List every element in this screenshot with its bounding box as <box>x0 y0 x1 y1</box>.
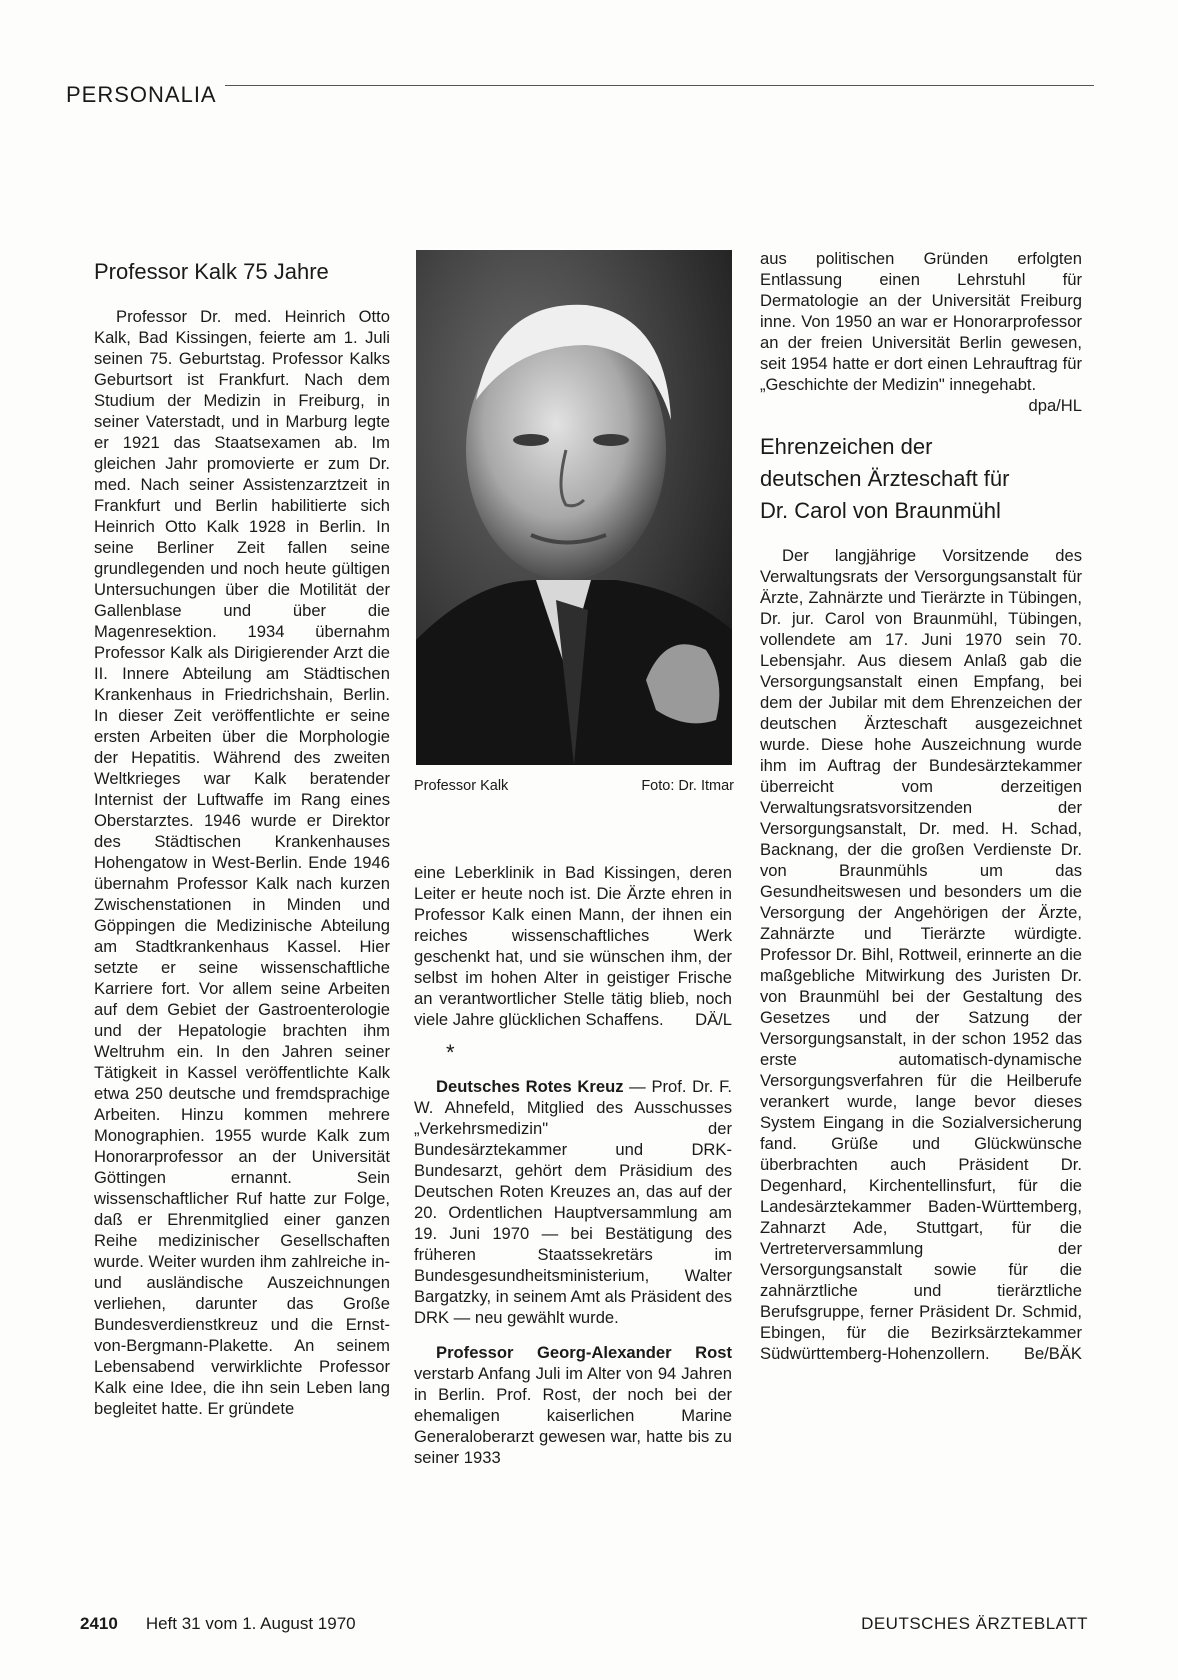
article-braunmuehl-body <box>760 545 1082 1364</box>
article-braunmuehl-title-line1: Ehrenzeichen der <box>760 434 933 459</box>
notice-drk-heading: Deutsches Rotes Kreuz <box>436 1077 624 1096</box>
portrait-illustration <box>416 250 732 765</box>
journal-name: DEUTSCHES ÄRZTEBLATT <box>861 1614 1088 1633</box>
page-number: 2410 <box>80 1614 118 1633</box>
article-braunmuehl-title-line2: deutschen Ärzteschaft für <box>760 466 1010 491</box>
notice-rost-body-part1: verstarb Anfang Juli im Alter von 94 Jahren in Berlin. Prof. Rost, der noch bei der ehemaligen kaiserlichen Marine Generaloberarzt gewesen war, hatte bis zu seiner 1933 <box>414 1364 732 1467</box>
notice-rost-signature: dpa/HL <box>1028 396 1082 415</box>
photo-caption <box>414 778 734 794</box>
article-kalk-body-part1: Professor Dr. med. Heinrich Otto Kalk, Bad Kissingen, feierte am 1. Juli seinen 75. Geburtstag. Professor Kalks Geburtsort ist Frankfurt. Nach dem Studium der Medizin in Freiburg, in seiner Vaterstadt, und in Marburg legte er 1921 das Staatsexamen ab. Im gleichen Jahr promovierte er zum Dr. med. Nach seiner Assistenzarztzeit in Frankfurt und Berlin habilitierte sich Heinrich Otto Kalk 1928 in Berlin. In seine Berliner Zeit fallen seine grundlegenden und noch heute gültigen Untersuchungen über die Motilität der Gallenblase und über die Magenresektion. 1934 übernahm Professor Kalk als Dirigierender Arzt die II. Innere Abteilung am Städtischen Krankenhaus in Friedrichshain, Berlin. In dieser Zeit veröffentlichte er seine ersten Arbeiten über die Morphologie der Hepatitis. Während des zweiten Weltkrieges war Kalk beratender Internist der Luftwaffe im Rang eines Oberstarztes. 1946 wurde er Direktor des Städtischen Krankenhauses Hohengatow in West-Berlin. Ende 1946 übernahm Professor Kalk nach kurzen Zwischenstationen in Minden und Göppingen die Medizinische Abteilung am Stadtkrankenhaus Kassel. Hier setzte er seine wissenschaftliche Karriere fort. Vor allem seine Arbeiten auf dem Gebiet der Gastroenterologie und der Hepatologie brachten ihm Weltruhm ein. In den Jahren seiner Tätigkeit in Kassel veröffentlichte Kalk etwa 250 deutsche und fremdsprachige Arbeiten. Hinzu kommen mehrere Monographien. 1955 wurde Kalk zum Honorarprofessor an der Universität Göttingen ernannt. Sein wissenschaftlicher Ruf hatte zur Folge, daß er Ehrenmitglied einer ganzen Reihe medizinischer Gesellschaften wurde. Weiter wurden ihm zahlreiche in- und ausländische Auszeichnungen verliehen, darunter das Große Bundesverdienstkreuz und die Ernst-von-Bergmann-Plakette. An seinem Lebensabend verwirklichte Professor Kalk eine Idee, die ihn sein Leben lang begleitet hatte. Er gründete <box>94 307 390 1418</box>
column-1 <box>94 256 390 1419</box>
notice-rost-heading: Professor Georg-Alexander Rost <box>436 1343 732 1362</box>
article-braunmuehl-body-text: Der langjährige Vorsitzende des Verwaltungsrats der Versorgungsanstalt für Ärzte, Zahnärzte und Tierärzte in Tübingen, Dr. jur. Carol von Braunmühl, Tübingen, vollendete am 17. Juni 1970 sein 70. Lebensjahr. Aus diesem Anlaß gab die Versorgungsanstalt einen Empfang, bei dem der Jubilar mit dem Ehrenzeichen der deutschen Ärzteschaft ausgezeichnet wurde. Diese hohe Auszeichnung wurde ihm im Auftrag der Bundesärztekammer überreicht vom derzeitigen Verwaltungsratsvorsitzenden der Versorgungsanstalt, Dr. med. H. Schad, Backnang, der die großen Verdienste Dr. von Braunmühls um das Gesundheitswesen und besonders um die Versorgung der Angehörigen der Ärzte, Zahnärzte und Tierärzte würdigte. Professor Dr. Bihl, Rottweil, erinnerte an die maßgebliche Mitwirkung des Juristen Dr. von Braunmühl bei der Gestaltung des Gesetzes und der Satzung der Versorgungsanstalt, in der schon 1952 das erste automatisch-dynamische Versorgungsverfahren für die Heilberufe verankert wurde, lange bevor dieses System Eingang in die Sozialversicherung fand. Grüße und Glückwünsche überbrachten auch Präsident Dr. Degenhard, Kirchentellinsfurt, für die Landesärztekammer Baden-Württemberg, Zahnarzt Ade, Stuttgart, für die Vertreterversammlung der Versorgungsanstalt sowie für die zahnärztliche und tierärztliche Berufsgruppe, ferner Präsident Dr. Schmid, Ebingen, für die Bezirksärztekammer Südwürttemberg-Hohenzollern. <box>760 546 1082 1363</box>
portrait-photo <box>416 250 732 765</box>
notice-rost <box>414 1342 732 1468</box>
issue-info: Heft 31 vom 1. August 1970 <box>145 1614 356 1633</box>
article-kalk-signature: DÄ/L <box>695 1010 732 1029</box>
notice-rost-continued <box>760 248 1082 415</box>
column-2 <box>414 862 732 1468</box>
separator-asterisk: * <box>446 1040 455 1065</box>
article-kalk-body-part2-text: eine Leberklinik in Bad Kissingen, deren Leiter er heute noch ist. Die Ärzte ehren in Professor Kalk einen Mann, der ihnen ein reiches wissenschaftliches Werk geschenkt hat, und sie wünschen ihm, der selbst im hohen Alter in geistiger Frische an verantwortlicher Stelle tätig blieb, noch viele Jahre glücklichen Schaffens. <box>414 863 732 1029</box>
header-rule <box>225 85 1094 86</box>
section-label: PERSONALIA <box>66 82 217 107</box>
photo-caption-name: Professor Kalk <box>414 778 509 794</box>
photo-credit: Foto: Dr. Itmar <box>641 778 734 794</box>
notice-rost-body-part2: aus politischen Gründen erfolgten Entlassung einen Lehrstuhl für Dermatologie an der Universität Freiburg inne. Von 1950 an war er Honorarprofessor an der freien Universität Berlin gewesen, seit 1954 hatte er dort einen Lehrauftrag für „Geschichte der Medizin" innegehabt. <box>760 249 1082 394</box>
article-braunmuehl-title-line3: Dr. Carol von Braunmühl <box>760 498 1001 523</box>
article-kalk-title: Professor Kalk 75 Jahre <box>94 259 329 284</box>
section-header <box>66 84 1094 106</box>
article-braunmuehl-signature: Be/BÄK <box>1023 1344 1082 1363</box>
article-kalk-body-part2 <box>414 862 732 1030</box>
article-braunmuehl-title <box>760 431 1082 527</box>
page-footer <box>80 1614 1088 1634</box>
column-3 <box>760 248 1082 1364</box>
notice-drk-body: — Prof. Dr. F. W. Ahnefeld, Mitglied des Ausschusses „Verkehrsmedizin" der Bundesärztekammer und DRK-Bundesarzt, gehört dem Präsidium des Deutschen Roten Kreuzes an, das auf der 20. Ordentlichen Hauptversammlung am 19. Juni 1970 — bei Bestätigung des früheren Staatssekretärs im Bundesgesundheitsministerium, Walter Bargatzky, in seinem Amt als Präsident des DRK — neu gewählt wurde. <box>414 1077 732 1327</box>
notice-drk <box>414 1076 732 1328</box>
